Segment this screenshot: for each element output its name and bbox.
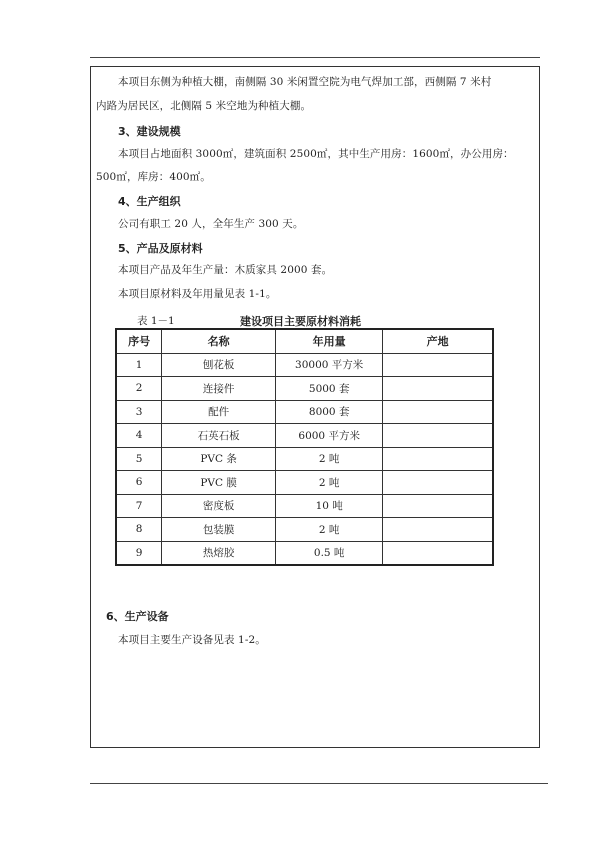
header-name: 名称 [162,329,276,353]
table-row [116,353,493,377]
cell-origin [383,447,493,471]
product-text: 本项目产品及年生产量：木质家具 2000 套。 [118,264,333,276]
location-text-line1: 本项目东侧为种植大棚，南侧隔 30 米闲置空院为电气焊加工部，西侧隔 7 米村 [118,76,492,88]
cell-index: 2 [116,377,162,401]
cell-usage: 0.5 吨 [276,541,383,565]
scale-text-line1: 本项目占地面积 3000㎡，建筑面积 2500㎡，其中生产用房：1600㎡，办公用房： [118,148,514,160]
table-row [116,400,493,424]
location-text-line2: 内路为居民区，北侧隔 5 米空地为种植大棚。 [96,100,312,112]
cell-index: 7 [116,494,162,518]
cell-origin [383,494,493,518]
cell-origin [383,424,493,448]
cell-usage: 8000 套 [276,400,383,424]
table-row [116,377,493,401]
cell-name: 配件 [162,400,276,424]
heading-construction-scale: 3、建设规模 [118,125,181,138]
cell-index: 9 [116,541,162,565]
cell-origin [383,471,493,495]
cell-name: 热熔胶 [162,541,276,565]
table-caption-title: 建设项目主要原材料消耗 [240,315,361,328]
cell-index: 6 [116,471,162,495]
cell-name: PVC 膜 [162,471,276,495]
cell-usage: 5000 套 [276,377,383,401]
scale-text-line2: 500㎡，库房：400㎡。 [96,171,211,183]
cell-name: 石英石板 [162,424,276,448]
cell-usage: 30000 平方米 [276,353,383,377]
cell-usage: 2 吨 [276,518,383,542]
table-header-row [116,329,493,353]
cell-index: 8 [116,518,162,542]
header-annual-usage: 年用量 [276,329,383,353]
table-row [116,494,493,518]
cell-origin [383,518,493,542]
footer-rule [90,783,548,784]
cell-origin [383,377,493,401]
table-row [116,518,493,542]
cell-origin [383,400,493,424]
table-caption-label: 表 1－1 [137,315,175,327]
cell-usage: 6000 平方米 [276,424,383,448]
cell-index: 5 [116,447,162,471]
organization-text: 公司有职工 20 人，全年生产 300 天。 [118,218,304,230]
heading-production-equipment: 6、生产设备 [106,610,169,623]
cell-index: 3 [116,400,162,424]
cell-name: 密度板 [162,494,276,518]
cell-name: 连接件 [162,377,276,401]
cell-origin [383,353,493,377]
cell-name: 刨花板 [162,353,276,377]
table-row [116,447,493,471]
materials-table [115,328,494,566]
table-row [116,424,493,448]
header-origin: 产地 [383,329,493,353]
cell-index: 1 [116,353,162,377]
header-index: 序号 [116,329,162,353]
cell-origin [383,541,493,565]
cell-name: 包装膜 [162,518,276,542]
cell-index: 4 [116,424,162,448]
material-reference-text: 本项目原材料及年用量见表 1-1。 [118,288,277,300]
equipment-reference-text: 本项目主要生产设备见表 1-2。 [118,634,266,646]
header-rule [90,57,540,58]
table-row [116,471,493,495]
heading-products-materials: 5、产品及原材料 [118,242,203,255]
heading-production-organization: 4、生产组织 [118,195,181,208]
cell-name: PVC 条 [162,447,276,471]
cell-usage: 2 吨 [276,471,383,495]
cell-usage: 2 吨 [276,447,383,471]
table-row [116,541,493,565]
cell-usage: 10 吨 [276,494,383,518]
